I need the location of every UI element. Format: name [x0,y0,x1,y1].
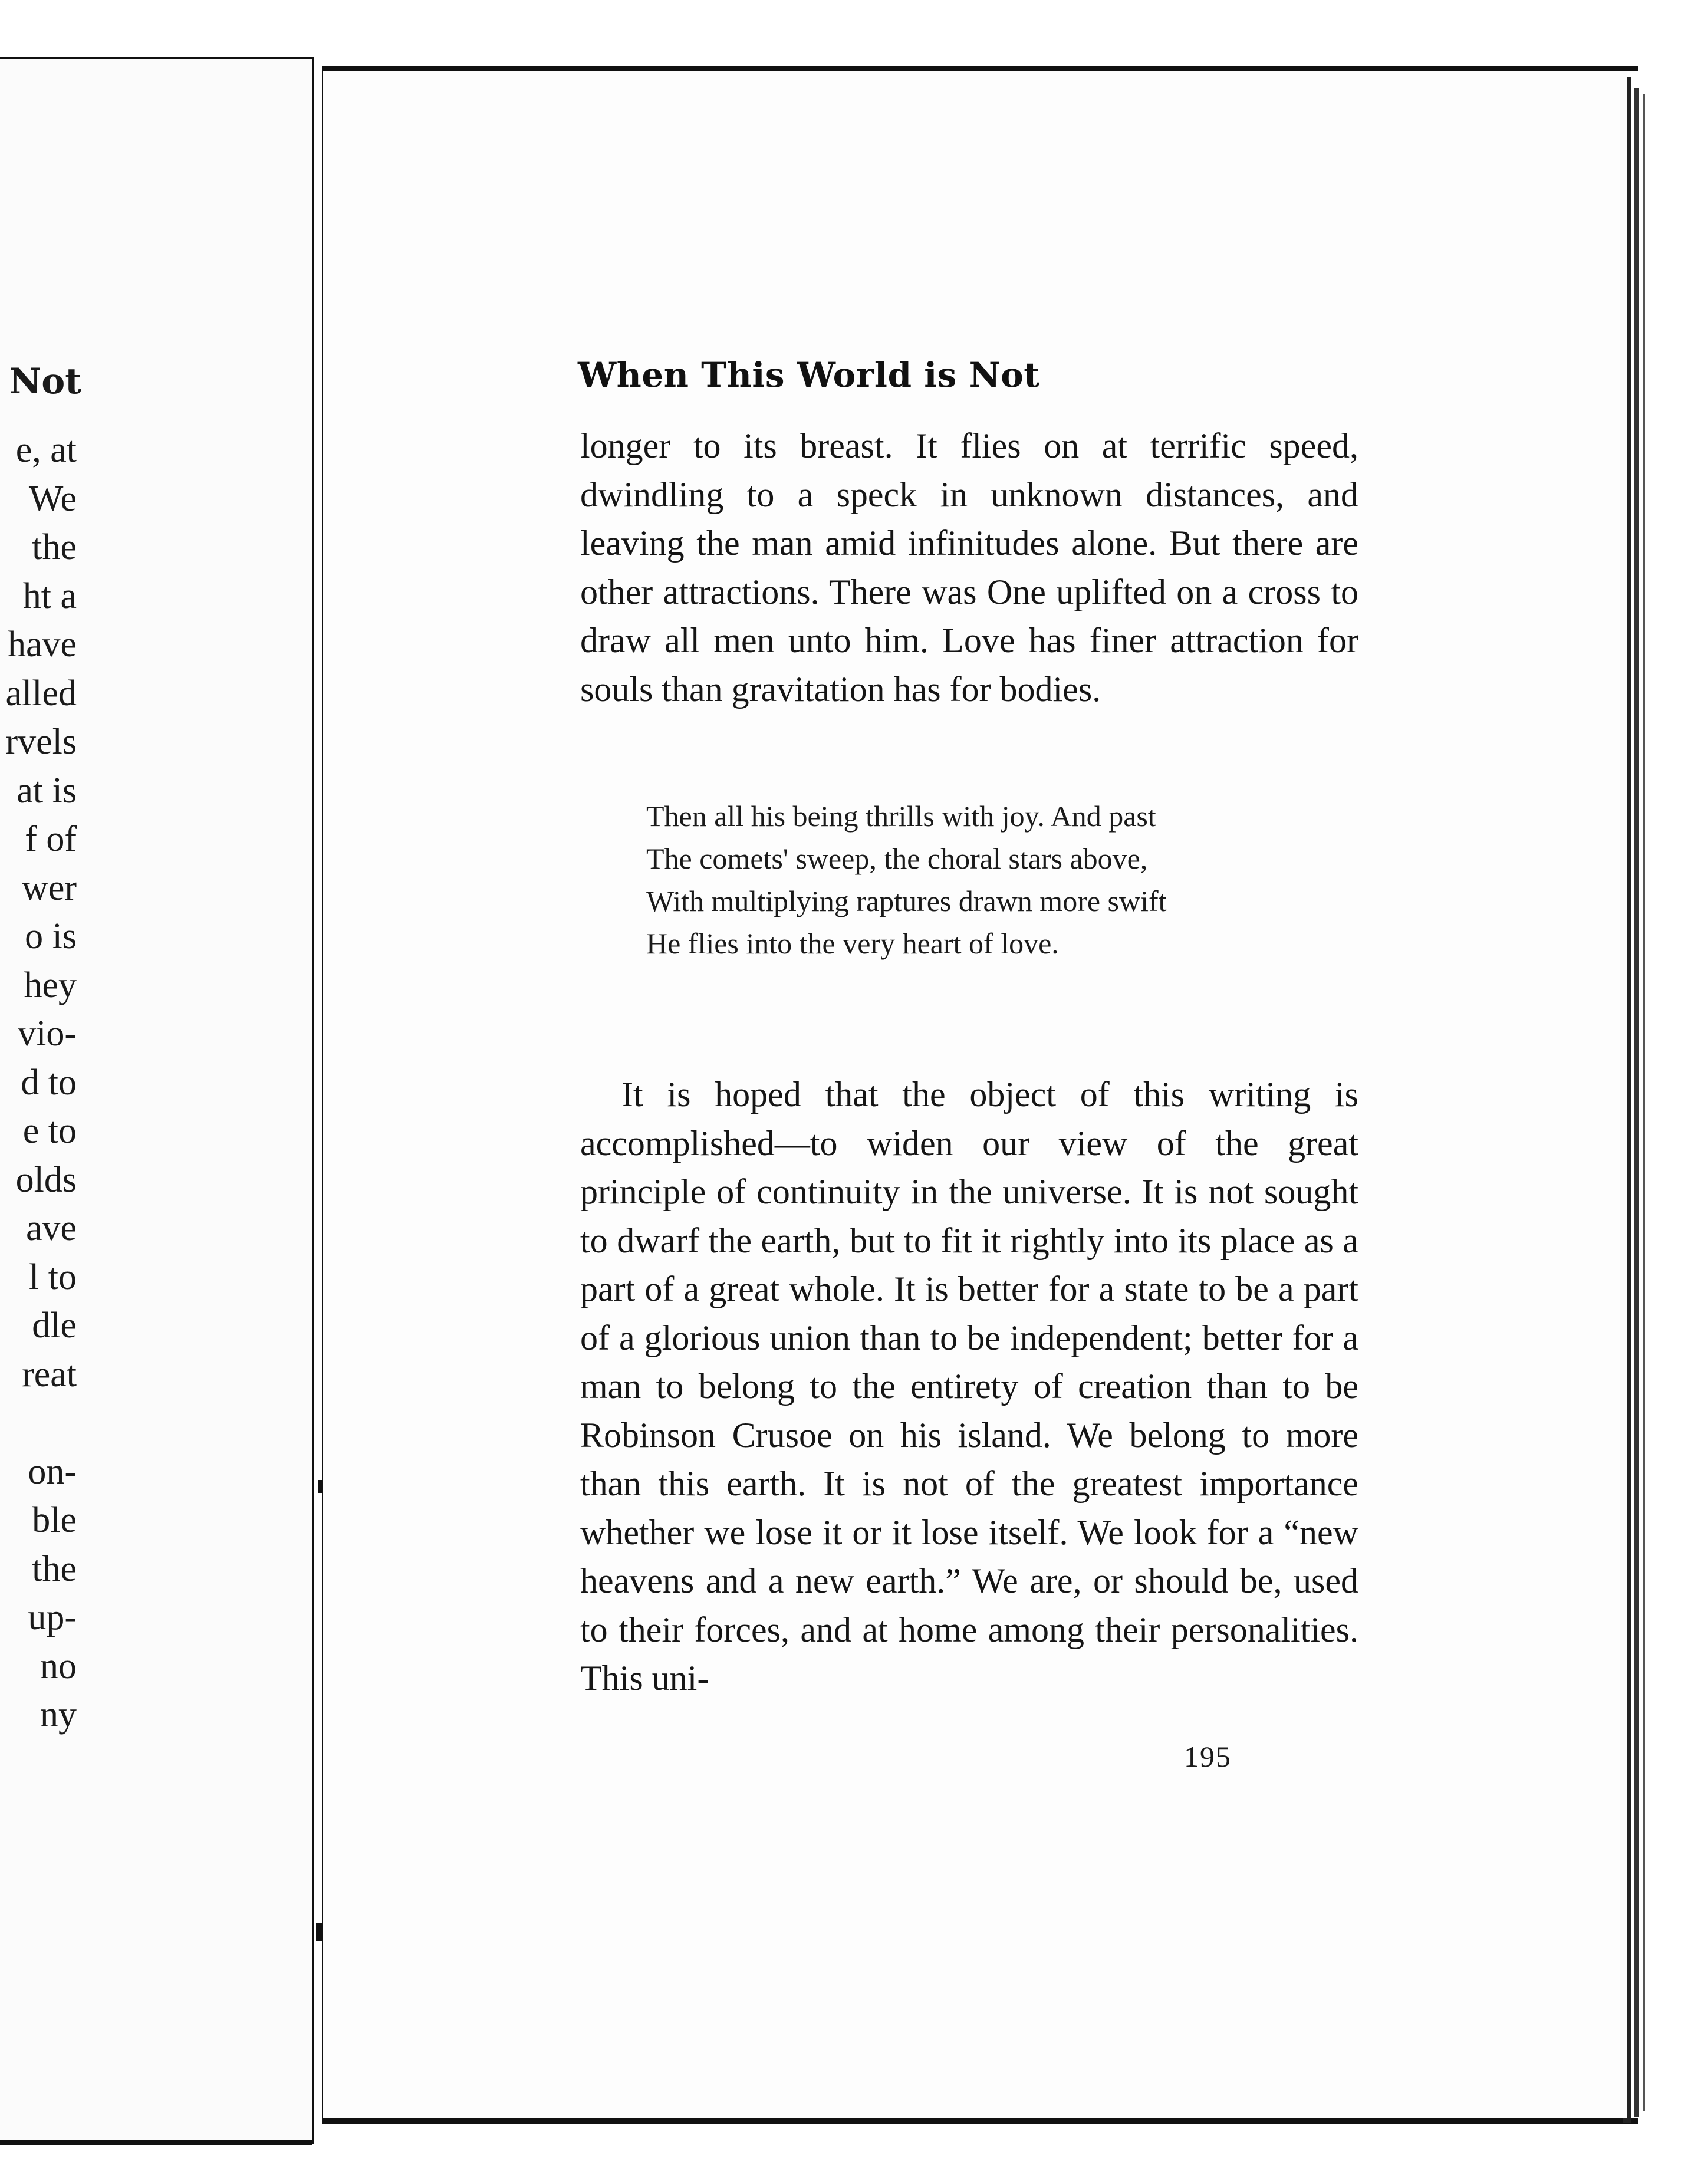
book-page [323,71,1627,2118]
previous-page-fragment [0,59,312,2140]
verse-quote [646,795,1167,965]
left-line: vio- [18,1014,77,1054]
left-line: rvels [5,722,77,762]
verse-line: With multiplying raptures drawn more swift [646,884,1167,917]
left-page-text-fragments [5,426,77,1739]
left-line: hey [24,965,77,1005]
left-line: ave [25,1208,77,1248]
paragraph-2: It is hoped that the object of this writing is accomplished—to widen our view of the great principle of continuity in the universe. It is not sought to dwarf the earth, but to fit it rightly into its place as a part of a great whole. It is better for a state to be a part of a glorious union than to be independent; better for a man to belong to the entirety of creation than to be Robinson Crusoe on his island. We belong to more than this earth. It is not of the greatest importance whether we lose it or it lose itself. We look for a “new heavens and a new earth.” We are, or should be, used to their forces, and at home among their personalities. This uni- [580,1075,1358,1698]
running-head: When This World is Not [578,355,1040,395]
left-line: dle [32,1305,77,1346]
left-line: olds [15,1159,77,1200]
left-line: ny [40,1695,77,1735]
left-line: ht a [22,575,77,616]
left-line: the [32,527,77,567]
left-line: reat [22,1354,77,1394]
left-line: o is [25,916,77,956]
page-number: 195 [1184,1740,1232,1773]
left-line: no [40,1646,77,1686]
left-line: We [28,478,77,519]
left-line: at is [17,770,77,811]
left-line: ble [32,1500,77,1540]
left-line: d to [21,1062,77,1103]
left-line-gap [5,1399,77,1448]
verse-line: Then all his being thrills with joy. And past [646,800,1156,833]
left-line: have [7,624,77,665]
paragraph-1: longer to its breast. It flies on at terrific speed, dwindling to a speck in unknown distances, and leaving the man amid infinitudes alone. But there are other attractions. There was One uplifted on a cross to draw all men unto him. Love has finer attraction for souls than gravitation has for bodies. [580,426,1358,709]
left-line: e to [22,1111,77,1151]
left-line: wer [22,867,77,908]
left-line: e, at [15,430,77,470]
verse-line: The comets' sweep, the choral stars above, [646,842,1148,875]
left-page-running-head: Not [9,361,81,402]
left-line: l to [29,1257,77,1297]
verse-line: He flies into the very heart of love. [646,927,1059,960]
left-line: alled [5,673,77,713]
left-line: on- [28,1451,77,1492]
left-line: the [32,1548,77,1589]
left-line: f of [25,819,77,859]
left-line: up- [28,1597,77,1637]
